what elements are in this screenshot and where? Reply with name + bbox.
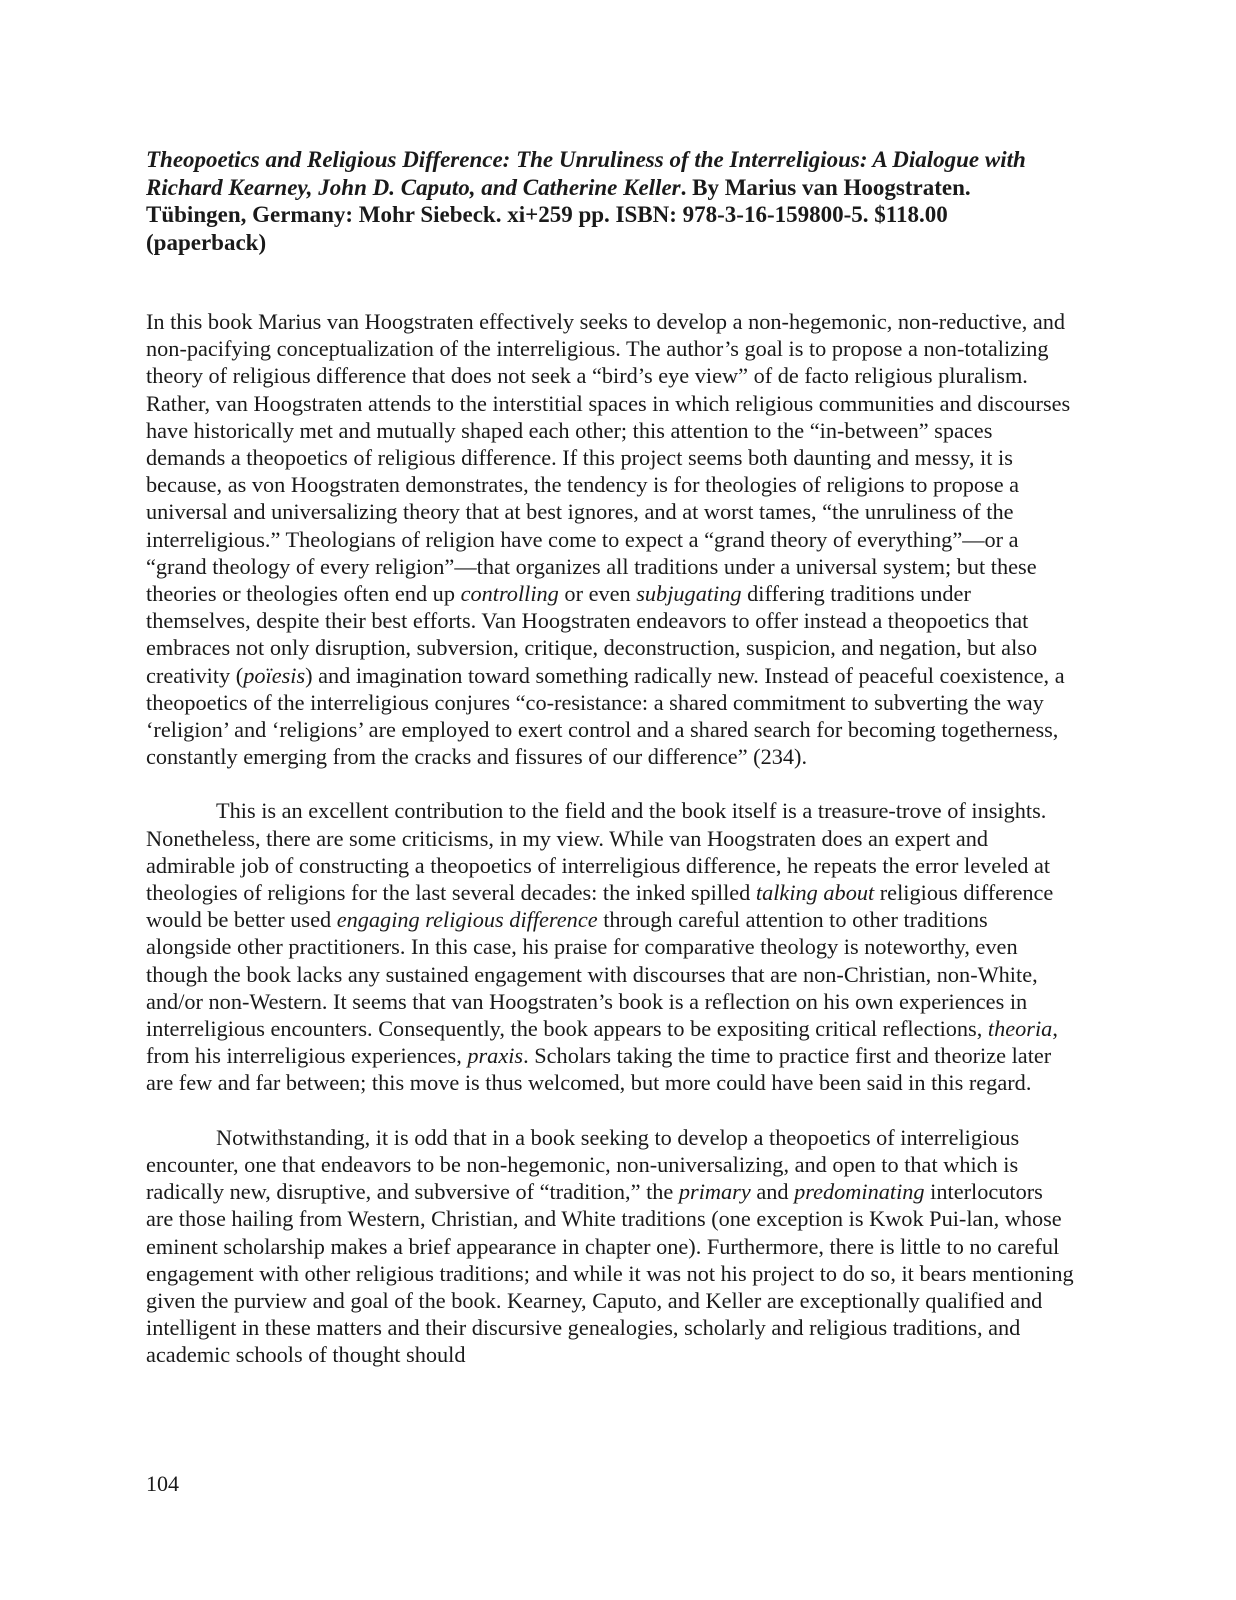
- emphasized-text: controlling: [460, 581, 559, 607]
- paragraph-text: differing traditions under themselves, despite their best efforts. Van Hoogstraten endeavors to offer instead a theopoetics that embraces not only disruption, subversion, critique, deconstruction, suspicion, and negation, but also creativity (: [146, 581, 1038, 688]
- paragraph-text: or even: [558, 581, 637, 607]
- paragraph-text: religious difference would be better used: [146, 880, 1054, 933]
- review-body: [146, 308, 1074, 1369]
- page-number: 104: [146, 1471, 179, 1496]
- paragraph-text: through careful attention to other traditions alongside other practitioners. In this case, his praise for comparative theology is noteworthy, even though the book lacks any sustained engagement with discourses that are non-Christian, non-White, and/or non-Western. It seems that van Hoogstraten’s book is a reflection on his own experiences in interreligious encounters. Consequently, the book appears to be expositing critical reflections,: [146, 907, 1038, 1042]
- paragraph-text: interlocutors are those hailing from Western, Christian, and White traditions (one exception is Kwok Pui-lan, whose eminent scholarship makes a brief appearance in chapter one). Furthermore, there is little to no careful engagement with other religious traditions; and while it was not his project to do so, it bears mentioning given the purview and goal of the book. Kearney, Caputo, and Keller are exceptionally qualified and intelligent in these matters and their discursive genealogies, scholarly and religious traditions, and academic schools of thought should: [146, 1179, 1074, 1368]
- emphasized-text: praxis: [467, 1043, 524, 1069]
- body-paragraph: [146, 797, 1074, 1096]
- paragraph-text: ) and imagination toward something radically new. Instead of peaceful coexistence, a theopoetics of the interreligious conjures “co-resistance: a shared commitment to subverting the way ‘religion’ and ‘religions’ are employed to exert control and a shared search for becoming togetherness, constantly emerging from the cracks and fissures of our difference” (234).: [146, 662, 1065, 770]
- paragraph-text: and: [750, 1179, 795, 1205]
- paragraph-text: Notwithstanding, it is odd that in a book seeking to develop a theopoetics of interreligious encounter, one that endeavors to be non-hegemonic, non-universalizing, and open to that which is radically new, disruptive, and subversive of “tradition,” the: [146, 1124, 1020, 1205]
- body-paragraph: [146, 1124, 1074, 1369]
- emphasized-text: engaging religious difference: [336, 907, 598, 933]
- emphasized-text: predominating: [794, 1179, 925, 1205]
- emphasized-text: talking about: [755, 880, 875, 906]
- body-paragraph: [146, 308, 1074, 770]
- book-citation: . By Marius van Hoogstraten. Tübingen, Germany: Mohr Siebeck. xi+259 pp. ISBN: 978-3-16-159800-5. $118.00 (paperback): [146, 174, 971, 255]
- emphasized-text: theoria: [987, 1016, 1053, 1042]
- paragraph-text: , from his interreligious experiences,: [146, 1016, 1058, 1069]
- paragraph-text: . Scholars taking the time to practice first and theorize later are few and far between; this move is thus welcomed, but more could have been said in this regard.: [146, 1043, 1052, 1096]
- review-heading: [146, 146, 1066, 256]
- emphasized-text: poïesis: [243, 662, 306, 688]
- paragraph-text: In this book Marius van Hoogstraten effectively seeks to develop a non-hegemonic, non-reductive, and non-pacifying conceptualization of the interreligious. The author’s goal is to propose a non-totalizing theory of religious difference that does not seek a “bird’s eye view” of de facto religious pluralism. Rather, van Hoogstraten attends to the interstitial spaces in which religious communities and discourses have historically met and mutually shaped each other; this attention to the “in-between” spaces demands a theopoetics of religious difference. If this project seems both daunting and messy, it is because, as von Hoogstraten demonstrates, the tendency is for theologies of religions to propose a universal and universalizing theory that at best ignores, and at worst tames, “the unruliness of the interreligious.” Theologians of religion have come to expect a “grand theory of everything”—or a “grand theology of every religion”—that organizes all traditions under a universal system; but these theories or theologies often end up: [146, 309, 1071, 607]
- paragraph-text: This is an excellent contribution to the field and the book itself is a treasure-trove of insights. Nonetheless, there are some criticisms, in my view. While van Hoogstraten does an expert and admirable job of constructing a theopoetics of interreligious difference, he repeats the error leveled at theologies of religions for the last several decades: the inked spilled: [146, 798, 1051, 906]
- book-title: Theopoetics and Religious Difference: The Unruliness of the Interreligious: A Dialogue with Richard Kearney, John D. Caputo, and Catherine Keller: [146, 147, 1026, 200]
- emphasized-text: subjugating: [636, 581, 742, 607]
- emphasized-text: primary: [678, 1179, 751, 1205]
